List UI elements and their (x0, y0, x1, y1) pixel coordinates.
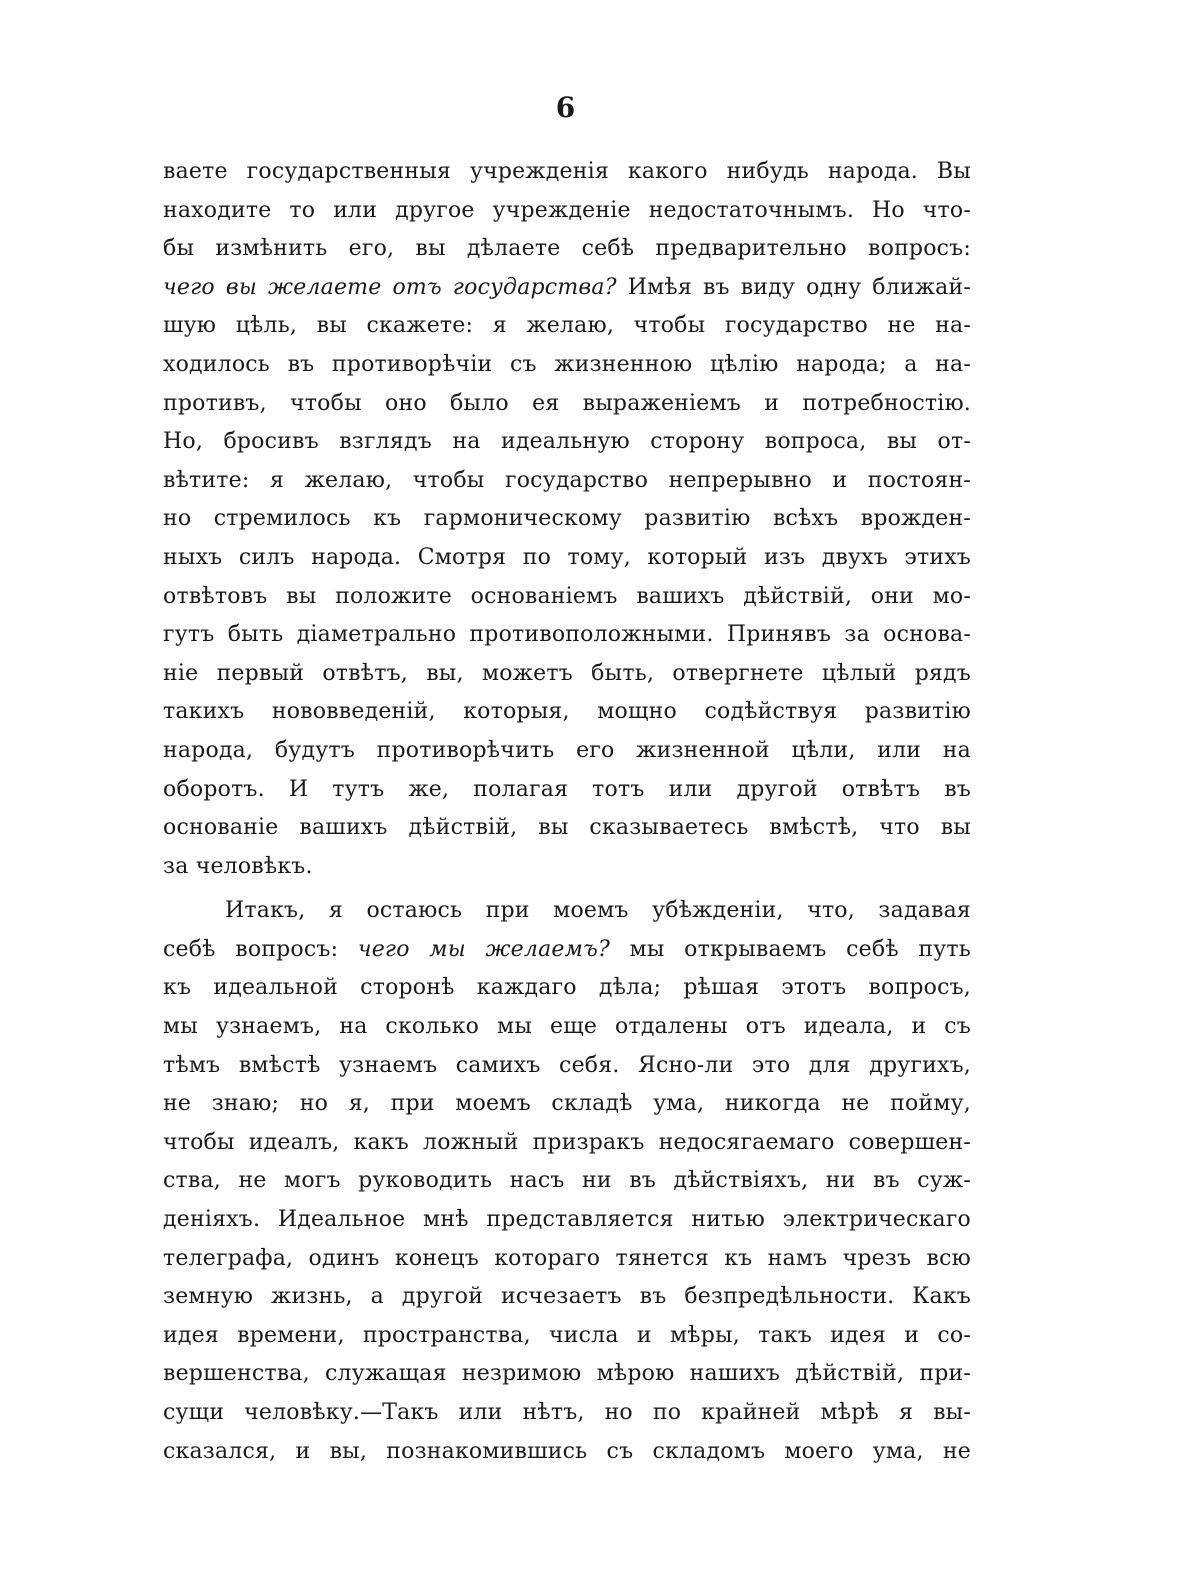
text-line (163, 269, 971, 308)
text-line (163, 931, 971, 970)
text-line (163, 1008, 971, 1047)
text-run: чтобы идеалъ, какъ ложный призракъ недосягаемаго совершен- (163, 1129, 971, 1155)
text-line (163, 1162, 971, 1201)
text-run: такихъ нововведеній, которыя, мощно содѣйствуя развитію (163, 699, 971, 725)
text-line (163, 1317, 971, 1356)
italic-phrase: чего мы желаемъ? (357, 936, 610, 962)
text-run: Но, бросивъ взглядъ на идеальную сторону вопроса, вы от- (163, 429, 971, 455)
body-text (163, 153, 971, 1471)
text-line (163, 1240, 971, 1279)
text-run: за человѣкъ. (163, 853, 313, 879)
text-run: себѣ вопросъ: (163, 936, 358, 962)
text-run: народа, будутъ противорѣчить его жизненной цѣли, или на (163, 737, 971, 763)
text-run: мы узнаемъ, на сколько мы еще отдалены отъ идеала, и съ (163, 1014, 971, 1040)
text-line (163, 1085, 971, 1124)
text-run: ходилось въ противорѣчіи съ жизненною цѣлію народа; а на- (163, 351, 971, 377)
text-run: мы открываемъ себѣ путь (609, 936, 971, 962)
text-run: находите то или другое учрежденіе недостаточнымъ. Но что- (163, 197, 971, 223)
text-run: Итакъ, я остаюсь при моемъ убѣжденіи, что, задавая (225, 898, 971, 924)
text-run: ства, не могъ руководить насъ ни въ дѣйствіяхъ, ни въ суж- (163, 1168, 971, 1194)
text-line (163, 809, 971, 848)
text-line (163, 693, 971, 732)
text-line (163, 500, 971, 539)
text-line (163, 346, 971, 385)
text-line (163, 1355, 971, 1394)
text-line (163, 1124, 971, 1163)
text-run: но стремилось къ гармоническому развитію всѣхъ врожден- (163, 506, 971, 532)
text-run: Имѣя въ виду одну ближай- (616, 274, 971, 300)
page-number: 6 (555, 91, 576, 124)
text-run: земную жизнь, а другой исчезаетъ въ безпредѣльности. Какъ (163, 1284, 971, 1310)
text-line (163, 969, 971, 1008)
text-line (163, 423, 971, 462)
text-line (163, 153, 971, 192)
text-line (163, 848, 971, 887)
text-line (163, 385, 971, 424)
text-run: телеграфа, одинъ конецъ котораго тянется къ намъ чрезъ всю (163, 1245, 971, 1271)
text-line (163, 539, 971, 578)
text-run: къ идеальной сторонѣ каждаго дѣла; рѣшая этотъ вопросъ, (163, 975, 971, 1001)
text-run: сущи человѣку.—Такъ или нѣтъ, но по крайней мѣрѣ я вы- (163, 1400, 971, 1425)
text-run: шую цѣль, вы скажете: я желаю, чтобы государство не на- (163, 313, 971, 339)
text-line (163, 732, 971, 771)
text-run: тѣмъ вмѣстѣ узнаемъ самихъ себя. Ясно-ли это для другихъ, (163, 1052, 971, 1078)
text-run: вѣтите: я желаю, чтобы государство непрерывно и постоян- (163, 467, 971, 493)
text-run: идея времени, пространства, числа и мѣры, такъ идея и со- (163, 1322, 971, 1348)
text-run: деніяхъ. Идеальное мнѣ представляется нитью электрическаго (163, 1207, 971, 1233)
text-run: не знаю; но я, при моемъ складѣ ума, никогда не пойму, (163, 1091, 971, 1117)
text-run: оборотъ. И тутъ же, полагая тотъ или другой отвѣтъ въ (163, 776, 971, 802)
text-line (163, 192, 971, 231)
text-line (163, 1394, 971, 1433)
text-run: вершенства, служащая незримою мѣрою нашихъ дѣйствій, при- (163, 1361, 971, 1387)
text-line (163, 307, 971, 346)
text-line (163, 655, 971, 694)
text-run: ніе первый отвѣтъ, вы, можетъ быть, отвергнете цѣлый рядъ (163, 660, 971, 686)
text-line (163, 1278, 971, 1317)
text-run: основаніе вашихъ дѣйствій, вы сказываетесь вмѣстѣ, что вы (163, 815, 971, 841)
text-run: сказался, и вы, познакомившись съ складомъ моего ума, не (163, 1438, 971, 1464)
text-run: ваете государственныя учрежденія какого нибудь народа. Вы (163, 159, 971, 184)
text-line (163, 1201, 971, 1240)
text-line (163, 230, 971, 269)
text-line (163, 1047, 971, 1086)
text-run: ныхъ силъ народа. Смотря по тому, который изъ двухъ этихъ (163, 544, 971, 570)
italic-phrase: чего вы желаете отъ государства? (163, 274, 617, 300)
text-run: бы измѣнить его, вы дѣлаете себѣ предварительно вопросъ: (163, 236, 971, 262)
text-run: отвѣтовъ вы положите основаніемъ вашихъ дѣйствій, они мо- (163, 583, 971, 609)
text-run: гутъ быть діаметрально противоположными. Принявъ за основа- (163, 622, 971, 648)
text-line (163, 771, 971, 810)
text-line (163, 1433, 971, 1472)
text-line (163, 578, 971, 617)
text-run: противъ, чтобы оно было ея выраженіемъ и потребностію. (163, 390, 971, 416)
text-line (163, 616, 971, 655)
text-line (163, 462, 971, 501)
text-line (163, 892, 971, 931)
